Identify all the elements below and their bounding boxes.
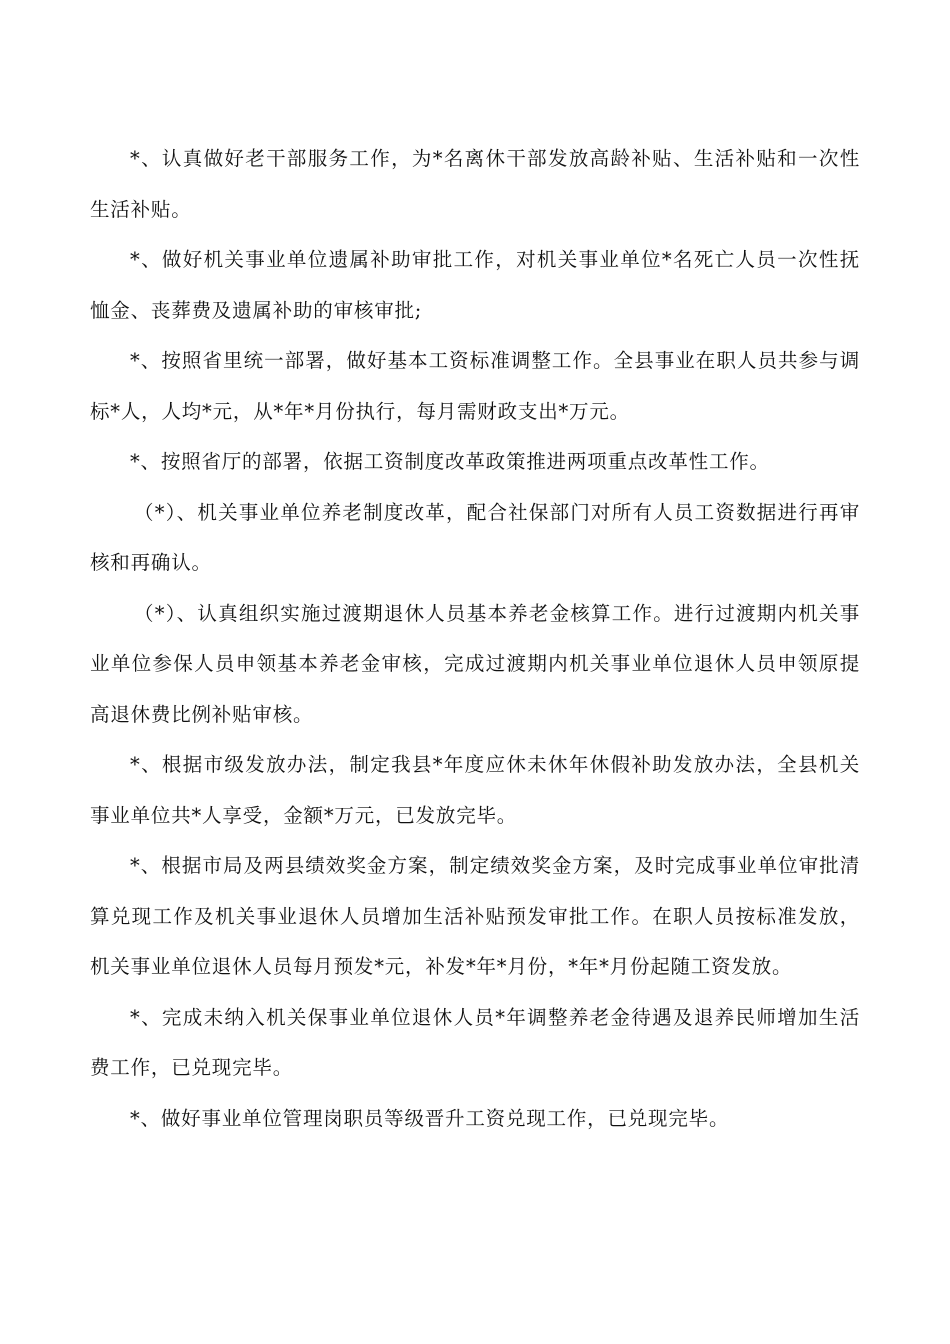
paragraph-retired-cadre-service: *、认真做好老干部服务工作，为*名离休干部发放高龄补贴、生活补贴和一次性生活补贴。 <box>90 147 860 221</box>
paragraph-survivor-subsidy: *、做好机关事业单位遗属补助审批工作，对机关事业单位*名死亡人员一次性抚恤金、丧葬费及遗属补助的审核审批; <box>90 248 860 322</box>
paragraph-performance-bonus: *、根据市局及两县绩效奖金方案，制定绩效奖金方案，及时完成事业单位审批清算兑现工作及机关事业退休人员增加生活补贴预发审批工作。在职人员按标准发放，机关事业单位退休人员每月预发*元，补发*年*月份，*年*月份起随工资发放。 <box>90 854 860 978</box>
paragraph-transition-pension: （*）、认真组织实施过渡期退休人员基本养老金核算工作。进行过渡期内机关事业单位参保人员申领基本养老金审核，完成过渡期内机关事业单位退休人员申领原提高退休费比例补贴审核。 <box>90 601 860 726</box>
paragraph-wage-reform: *、按照省厅的部署，依据工资制度改革政策推进两项重点改革性工作。 <box>130 450 770 473</box>
document-body <box>90 134 860 1144</box>
paragraph-pension-adjustment: *、完成未纳入机关保事业单位退休人员*年调整养老金待遇及退养民师增加生活费工作，已兑现完毕。 <box>90 1005 860 1079</box>
paragraph-pension-reform: （*）、机关事业单位养老制度改革，配合社保部门对所有人员工资数据进行再审核和再确认。 <box>90 500 860 574</box>
paragraph-staff-promotion: *、做好事业单位管理岗职员等级晋升工资兑现工作，已兑现完毕。 <box>130 1106 730 1130</box>
paragraph-annual-leave-subsidy: *、根据市级发放办法，制定我县*年度应休未休年休假补助发放办法，全县机关事业单位共*人享受，金额*万元，已发放完毕。 <box>90 753 860 827</box>
paragraph-basic-wage-adjustment: *、按照省里统一部署，做好基本工资标准调整工作。全县事业在职人员共参与调标*人，人均*元，从*年*月份执行，每月需财政支出*万元。 <box>90 349 860 423</box>
